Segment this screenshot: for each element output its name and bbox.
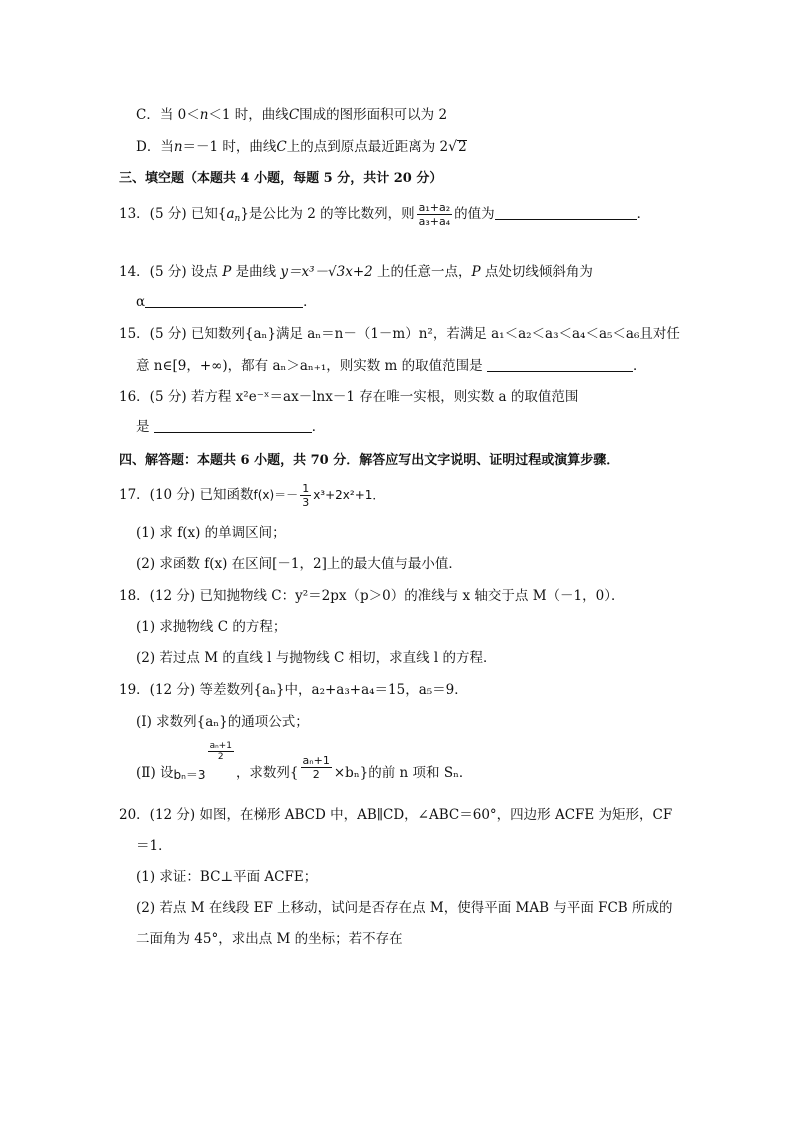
question-20-line2: ＝1． — [136, 838, 172, 854]
question-14: 14．(5 分) 设点 P 是曲线 y＝x³－√3x+2 上的任意一点，P 点处切线倾斜角为 — [119, 264, 593, 280]
fraction-17: $\frac{1}{3}$ — [302, 482, 310, 509]
question-16-line2: 是 ． — [136, 419, 326, 435]
fraction-19: $\frac{\text{aₙ+1}}{2}$ — [302, 754, 330, 781]
section-4-heading: 四、解答题：本题共 6 小题，共 70 分．解答应写出文字说明、证明过程或演算步骤． — [119, 453, 620, 468]
question-15-line2: 意 n∈[9，+∞)，都有 aₙ＞aₙ₊₁，则实数 m 的取值范围是 ． — [136, 358, 647, 374]
option-c: C．当 0＜n＜1 时，曲线C围成的图形面积可以为 2 — [136, 107, 448, 123]
question-20-part2: (2) 若点 M 在线段 EF 上移动，试问是否存在点 M，使得平面 MAB 与平面 FCB 所成的 — [136, 900, 673, 916]
question-17: 17．(10 分) 已知函数f(x)＝－ $\frac{1}{3}$ x³+2x²+1． — [119, 482, 385, 509]
answer-blank-13[interactable] — [495, 207, 637, 220]
fraction-13: $\frac{\text{a₁+a₂}}{\text{a₃+a₄}}$ — [418, 201, 451, 228]
exponent-fraction: $\frac{\text{aₙ+1}}{2}$ — [209, 741, 232, 762]
question-18-part2: (2) 若过点 M 的直线 l 与抛物线 C 相切，求直线 l 的方程． — [136, 650, 497, 666]
question-19-part2: (Ⅱ) 设bₙ＝3 $\frac{\text{aₙ+1}}{2}$ ，求数列{ $\frac{\text{aₙ+1}}{2}$ ×bₙ}的前 n 项和 Sₙ． — [136, 741, 473, 782]
question-20-part2-line2: 二面角为 45°，求出点 M 的坐标；若不存在 — [136, 931, 403, 947]
question-18-part1: (1) 求抛物线 C 的方程； — [136, 619, 287, 635]
sqrt-symbol: √ — [448, 139, 458, 155]
question-20-part1: (1) 求证：BC⊥平面 ACFE； — [136, 869, 318, 885]
question-14-line2: α ． — [136, 294, 317, 310]
answer-blank-16[interactable] — [154, 420, 312, 433]
answer-blank-15[interactable] — [487, 359, 633, 372]
question-15: 15．(5 分) 已知数列{aₙ}满足 aₙ＝n－（1－m）n²，若满足 a₁＜a₂＜a₃＜a₄＜a₅＜a₆且对任 — [119, 326, 680, 342]
question-17-part1: (1) 求 f(x) 的单调区间； — [136, 525, 286, 541]
question-13: 13．(5 分) 已知$\{a_n\}$是公比为 2 的等比数列，则 $\frac{\text{a₁+a₂}}{\text{a₃+a₄}}$ 的值为 ． — [119, 201, 651, 228]
question-19: 19．(12 分) 等差数列{aₙ}中，a₂+a₃+a₄＝15，a₅＝9． — [119, 682, 468, 698]
answer-blank-14[interactable] — [145, 295, 303, 308]
question-17-part2: (2) 求函数 f(x) 在区间[－1，2]上的最大值与最小值． — [136, 556, 462, 572]
question-19-part1: (Ⅰ) 求数列{aₙ}的通项公式； — [136, 714, 309, 730]
question-16: 16．(5 分) 若方程 x²e⁻ˣ＝ax－lnx－1 存在唯一实根，则实数 a 的取值范围 — [119, 389, 579, 405]
question-18: 18．(12 分) 已知抛物线 C：y²＝2px（p＞0）的准线与 x 轴交于点 M（－1，0）． — [119, 588, 625, 604]
section-3-heading: 三、填空题（本题共 4 小题，每题 5 分，共计 20 分） — [119, 171, 443, 186]
question-20: 20．(12 分) 如图，在梯形 ABCD 中，AB∥CD，∠ABC＝60°，四边形 ACFE 为矩形，CF — [119, 807, 673, 823]
option-d: D．当n＝－1 时，曲线C上的点到原点最近距离为 2√2 — [136, 139, 467, 155]
